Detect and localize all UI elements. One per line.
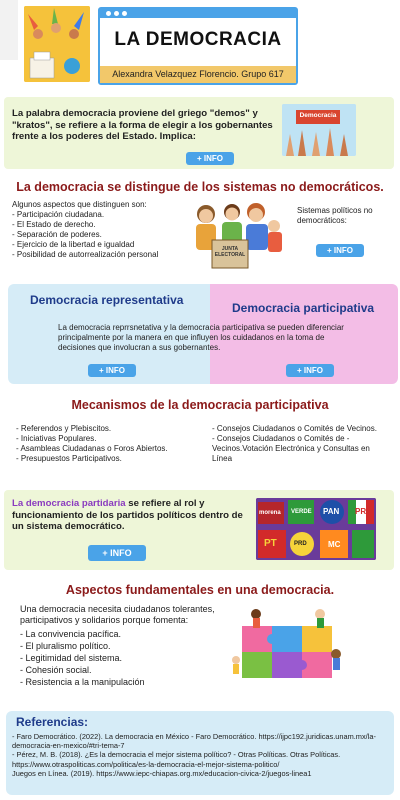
party-text — [12, 498, 250, 533]
party-highlight: La democracia partidaria — [12, 498, 126, 509]
logo-pri: PRI — [355, 507, 369, 516]
participative-title: Democracia participativa — [232, 301, 375, 315]
distinction-list-title: Algunos aspectos que distinguen son: — [12, 200, 147, 209]
list-item: - Legitimidad del sistema. — [20, 653, 123, 663]
democracy-sign-image — [282, 104, 356, 156]
logo-pt: PT — [264, 538, 277, 549]
puzzle-people-image — [232, 604, 348, 682]
mechanisms-list-left — [16, 424, 202, 464]
window-dot-icon — [106, 11, 111, 16]
left-edge-decoration — [0, 0, 18, 60]
ballot-box-label: JUNTA ELECTORAL — [214, 246, 246, 258]
distinction-list — [12, 210, 188, 260]
references-list — [12, 732, 390, 778]
references-title: Referencias: — [16, 715, 89, 729]
window-titlebar — [100, 9, 296, 18]
mechanisms-title: Mecanismos de la democracia participativa — [71, 398, 329, 412]
aspects-title: Aspectos fundamentales en una democracia. — [65, 583, 335, 597]
reference-item: - Faro Democrático. (2022). La democracia en México - Faro Democrático. https://ijpc192.juridicas.unam.mx/la-democracia-en-mexico/#tri-tema-7 — [12, 732, 376, 751]
aspects-intro: Una democracia necesita ciudadanos tolerantes, participativos y solidarios porque fomenta: — [20, 604, 215, 625]
list-item: - Consejos Ciudadanos o Comités de Vecinos. — [212, 424, 377, 433]
aspects-list — [20, 628, 220, 688]
logo-mc: MC — [328, 540, 341, 549]
participative-info-button[interactable]: + INFO — [286, 364, 334, 377]
list-item: - La convivencia pacífica. — [20, 629, 122, 639]
list-item: - Cohesión social. — [20, 665, 92, 675]
logo-morena: morena — [259, 510, 281, 516]
reference-item: - Pérez, M. B. (2018). ¿Es la democracia el mejor sistema político? - Otras Políticas. Otras Políticas. https://www.otraspoliticas.com/politica/es-la-democracia-el-mejor-sistema-politico/ — [12, 750, 341, 769]
list-item: - Separación de poderes. — [12, 230, 102, 239]
list-item: - Asambleas Ciudadanas o Foros Abiertos. — [16, 444, 168, 453]
logo-verde: VERDE — [291, 509, 312, 515]
representative-info-button[interactable]: + INFO — [88, 364, 136, 377]
intro-info-button[interactable]: + INFO — [186, 152, 234, 165]
list-item: - Participación ciudadana. — [12, 210, 105, 219]
title-window — [98, 7, 298, 85]
representative-title: Democracia representativa — [30, 293, 184, 307]
list-item: - Consejos Ciudadanos o Comités de - Vecinos.Votación Electrónica y Consultas en Línea — [212, 434, 370, 463]
list-item: - El Estado de derecho. — [12, 220, 96, 229]
mechanisms-list-right — [212, 424, 392, 464]
list-item: - Ejercicio de la libertad e igualdad — [12, 240, 135, 249]
intro-text: La palabra democracia proviene del griego "demos" y "kratos", se refiere a la forma de elegir a los gobernantes frente a los poderes del Estado. Implica: — [12, 108, 273, 142]
distinction-title: La democracia se distingue de los sistemas no democráticos. — [16, 180, 384, 194]
non-democratic-label: Sistemas políticos no democráticos: — [297, 206, 373, 225]
window-dot-icon — [114, 11, 119, 16]
list-item: - El pluralismo político. — [20, 641, 111, 651]
logo-pan: PAN — [323, 507, 340, 516]
list-item: - Presupuestos Participativos. — [16, 454, 122, 463]
party-info-button[interactable]: + INFO — [88, 545, 146, 561]
author-bar: Alexandra Velazquez Florencio. Grupo 617 — [100, 66, 296, 83]
list-item: - Posibilidad de autorrealización personal — [12, 250, 159, 259]
types-description: La democracia reprrsnetativa y la democracia participativa se pueden diferenciar principalmente por la manera en que influyen los cuidadanos en la toma de decisiones que involucran a sus gobernantes. — [58, 323, 344, 352]
logo-prd: PRD — [294, 541, 307, 547]
reference-item: Juegos en Línea. (2019). https://www.iepc-chiapas.org.mx/educacion-civica-2/juegos-linea1 — [12, 768, 312, 778]
democracy-sign-label: Democracia — [299, 112, 337, 119]
voting-family-image — [184, 200, 284, 270]
page-title: LA DEMOCRACIA — [114, 29, 282, 50]
party-rest: se refiere al rol y funcionamiento de los partidos políticos dentro de un sistema democrático. — [12, 498, 243, 532]
list-item: - Iniciativas Populares. — [16, 434, 97, 443]
voting-hands-image — [24, 6, 90, 82]
window-dot-icon — [122, 11, 127, 16]
list-item: - Referendos y Plebiscitos. — [16, 424, 112, 433]
party-logos-image — [256, 498, 376, 560]
non-democratic-info-button[interactable]: + INFO — [316, 244, 364, 257]
list-item: - Resistencia a la manipulación — [20, 677, 145, 687]
